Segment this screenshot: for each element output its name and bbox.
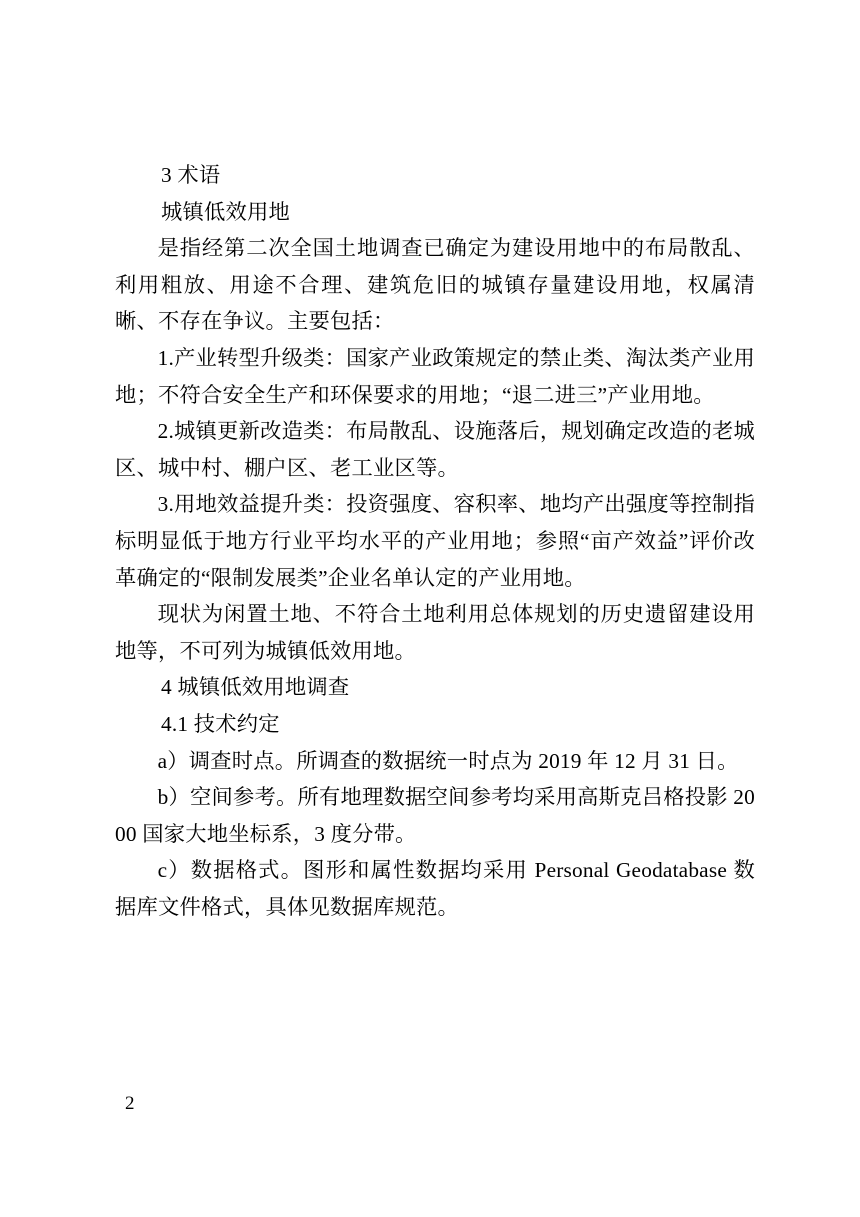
item-c: c）数据格式。图形和属性数据均采用 Personal Geodatabase 数据库文件格式，具体见数据库规范。 <box>115 858 755 919</box>
exclusion-note: 现状为闲置土地、不符合土地利用总体规划的历史遗留建设用地等，不可列为城镇低效用地。 <box>115 602 755 663</box>
term-heading: 城镇低效用地 <box>161 199 290 224</box>
item-a: a）调查时点。所调查的数据统一时点为 2019 年 12 月 31 日。 <box>157 748 739 773</box>
category-3: 3.用地效益提升类：投资强度、容积率、地均产出强度等控制指标明显低于地方行业平均水平的产业用地；参照“亩产效益”评价改革确定的“限制发展类”企业名单认定的产业用地。 <box>115 492 755 590</box>
page-number: 2 <box>125 1093 135 1114</box>
term-definition: 是指经第二次全国土地调查已确定为建设用地中的布局散乱、利用粗放、用途不合理、建筑危旧的城镇存量建设用地，权属清晰、不存在争议。主要包括： <box>115 236 755 334</box>
category-1: 1.产业转型升级类：国家产业政策规定的禁止类、淘汰类产业用地；不符合安全生产和环保要求的用地；“退二进三”产业用地。 <box>115 345 755 407</box>
category-2: 2.城镇更新改造类：布局散乱、设施落后，规划确定改造的老城区、城中村、棚户区、老工业区等。 <box>115 419 755 480</box>
section-3-heading: 3 术语 <box>161 163 221 187</box>
page-content <box>115 157 755 925</box>
section-4-heading: 4 城镇低效用地调查 <box>161 675 350 700</box>
section-4-1-heading: 4.1 技术约定 <box>161 711 280 736</box>
item-b: b）空间参考。所有地理数据空间参考均采用高斯克吕格投影 2000 国家大地坐标系，3 度分带。 <box>115 785 755 846</box>
